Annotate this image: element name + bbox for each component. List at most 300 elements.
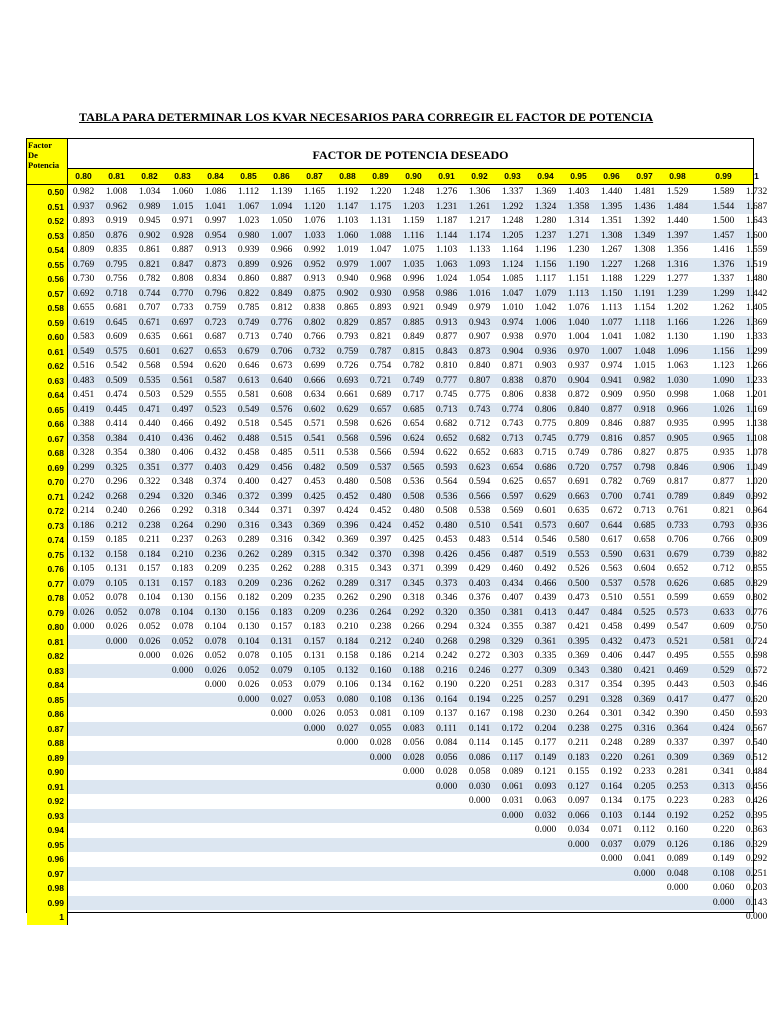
table-cell: 0.089 (666, 854, 689, 864)
table-cell: 0.184 (336, 636, 359, 647)
table-cell: 0.979 (468, 303, 491, 313)
table-cell: 0.052 (204, 651, 227, 661)
table-cell: 0.079 (303, 680, 326, 690)
table-cell: 0.893 (369, 303, 392, 313)
table-row (27, 301, 768, 316)
table-cell: 0.390 (666, 709, 689, 719)
table-cell: 0.264 (567, 709, 590, 719)
table-cell: 0.028 (369, 738, 392, 748)
table-cell: 0.315 (336, 564, 359, 574)
table-cell: 0.698 (745, 651, 768, 661)
table-cell: 0.566 (369, 448, 392, 458)
row-label: 0.53 (27, 229, 68, 244)
table-cell: 0.317 (369, 578, 392, 589)
table-cell: 0.776 (270, 317, 293, 328)
table-row (27, 490, 768, 505)
table-cell: 1.007 (369, 259, 392, 270)
page-title: TABLA PARA DETERMINAR LOS KVAR NECESARIOS PARA CORREGIR EL FACTOR DE POTENCIA (79, 110, 654, 124)
table-cell: 1.416 (712, 245, 735, 255)
table-cell: 0.031 (501, 796, 524, 806)
table-cell: 0.815 (402, 346, 425, 357)
table-cell: 0.581 (237, 390, 260, 400)
table-cell: 0.078 (237, 651, 260, 661)
table-cell: 0.712 (468, 419, 491, 429)
table-cell: 0.053 (303, 694, 326, 705)
table-cell: 1.405 (745, 303, 768, 313)
table-cell: 0.350 (468, 607, 491, 618)
table-cell: 0.109 (402, 709, 425, 719)
table-cell: 0.162 (402, 680, 425, 690)
table-cell: 0.718 (105, 288, 128, 299)
row-label: 0.88 (27, 736, 68, 751)
table-cell: 0.700 (600, 491, 623, 502)
table-row (27, 751, 768, 766)
table-cell: 0.872 (567, 390, 590, 400)
table-row (27, 780, 768, 795)
table-cell: 0.480 (435, 520, 458, 531)
row-label: 0.72 (27, 504, 68, 519)
table-cell: 0.157 (138, 564, 161, 574)
table-row (27, 867, 768, 882)
row-label: 0.57 (27, 287, 68, 302)
table-cell: 1.151 (567, 274, 590, 284)
table-cell: 0.511 (303, 448, 326, 458)
table-cell: 0.623 (468, 462, 491, 473)
table-cell: 0.604 (633, 564, 656, 574)
table-cell: 0.424 (336, 506, 359, 516)
table-row (27, 533, 768, 548)
table-cell: 0.847 (171, 259, 194, 270)
table-cell: 0.877 (712, 477, 735, 487)
table-row (27, 591, 768, 606)
table-cell: 0.056 (402, 738, 425, 748)
table-cell: 0.240 (402, 636, 425, 647)
table-cell: 0.685 (633, 520, 656, 531)
table-cell: 1.154 (633, 303, 656, 313)
table-cell: 0.376 (468, 593, 491, 603)
table-cell: 0.514 (501, 535, 524, 545)
table-cell: 1.063 (435, 259, 458, 270)
table-cell: 0.105 (72, 564, 95, 574)
table-cell: 0.971 (171, 216, 194, 226)
table-cell: 1.519 (745, 259, 768, 270)
table-cell: 0.497 (171, 404, 194, 415)
table-cell: 0.313 (712, 781, 735, 792)
table-cell: 0.970 (534, 332, 557, 342)
table-cell: 0.061 (501, 781, 524, 792)
table-cell: 0.974 (501, 317, 524, 328)
table-cell: 1.440 (666, 216, 689, 226)
table-cell: 0.283 (534, 680, 557, 690)
table-cell: 0.210 (336, 622, 359, 632)
table-cell: 0.268 (105, 491, 128, 502)
table-cell: 0.936 (534, 346, 557, 357)
row-label: 0.52 (27, 214, 68, 229)
table-cell: 0.744 (138, 288, 161, 299)
table-cell: 1.266 (745, 361, 768, 371)
table-cell: 0.730 (72, 274, 95, 284)
table-cell: 0.798 (633, 462, 656, 473)
table-cell: 0.156 (204, 593, 227, 603)
row-label: 0.93 (27, 809, 68, 824)
table-cell: 0.774 (501, 404, 524, 415)
row-label: 0.78 (27, 591, 68, 606)
table-cell: 0.838 (501, 375, 524, 386)
table-cell: 0.546 (534, 535, 557, 545)
table-cell: 0.216 (435, 665, 458, 676)
table-cell: 0.882 (745, 549, 768, 560)
table-row (27, 620, 768, 635)
table-cell: 0.291 (567, 694, 590, 705)
table-cell: 0.149 (534, 752, 557, 763)
table-cell: 0.427 (270, 477, 293, 487)
table-cell: 0.329 (501, 636, 524, 647)
table-cell: 0.078 (138, 607, 161, 618)
table-cell: 0.466 (534, 578, 557, 589)
table-cell: 0.598 (336, 419, 359, 429)
table-row (27, 330, 768, 345)
table-cell: 0.634 (303, 390, 326, 400)
table-cell: 0.252 (712, 810, 735, 821)
table-cell: 0.079 (72, 578, 95, 589)
table-cell: 0.183 (204, 578, 227, 589)
table-cell: 1.090 (712, 375, 735, 386)
table-cell: 0.157 (270, 622, 293, 632)
table-cell: 1.103 (336, 216, 359, 226)
table-cell: 1.019 (336, 245, 359, 255)
table-cell: 0.410 (138, 433, 161, 444)
table-cell: 0.509 (105, 375, 128, 386)
table-cell: 0.144 (633, 810, 656, 821)
table-cell: 0.937 (72, 201, 95, 212)
row-label: 0.74 (27, 533, 68, 548)
column-header: 0.83 (174, 171, 191, 181)
table-cell: 0.873 (204, 259, 227, 270)
table-cell: 0.369 (303, 520, 326, 531)
table-cell: 0.549 (72, 346, 95, 357)
table-cell: 0.343 (270, 520, 293, 531)
table-cell: 0.508 (435, 506, 458, 516)
row-label: 0.82 (27, 649, 68, 664)
table-cell: 0.654 (501, 462, 524, 473)
table-cell: 1.033 (303, 230, 326, 241)
table-cell: 0.000 (712, 897, 735, 908)
table-cell: 1.333 (745, 332, 768, 342)
table-cell: 0.342 (633, 709, 656, 719)
column-header-row (68, 169, 759, 185)
table-cell: 1.262 (712, 303, 735, 313)
table-cell: 1.175 (369, 201, 392, 212)
table-cell: 0.158 (105, 549, 128, 560)
table-cell: 1.481 (633, 187, 656, 197)
table-cell: 0.262 (303, 578, 326, 589)
table-cell: 0.689 (369, 390, 392, 400)
table-cell: 1.191 (633, 288, 656, 299)
table-cell: 0.194 (468, 694, 491, 705)
table-row (27, 736, 768, 751)
table-cell: 0.126 (666, 839, 689, 850)
row-label: 0.87 (27, 722, 68, 737)
table-cell: 0.335 (534, 651, 557, 661)
table-cell: 1.138 (745, 419, 768, 429)
table-cell: 0.177 (534, 738, 557, 748)
table-cell: 1.042 (534, 303, 557, 313)
table-cell: 0.175 (633, 796, 656, 806)
table-cell: 1.060 (336, 230, 359, 241)
table-cell: 0.713 (237, 332, 260, 342)
table-cell: 0.964 (745, 506, 768, 516)
table-cell: 0.626 (666, 578, 689, 589)
table-cell: 0.026 (138, 636, 161, 647)
table-cell: 0.289 (270, 549, 293, 560)
table-cell: 0.354 (600, 680, 623, 690)
table-row (27, 896, 768, 911)
table-row (27, 417, 768, 432)
table-cell: 0.766 (712, 535, 735, 545)
table-cell: 0.629 (336, 404, 359, 415)
table-cell: 0.902 (138, 230, 161, 241)
table-cell: 0.757 (600, 462, 623, 473)
table-cell: 1.202 (666, 303, 689, 313)
table-cell: 0.108 (369, 694, 392, 705)
table-cell: 0.268 (435, 636, 458, 647)
table-cell: 0.769 (633, 477, 656, 487)
table-cell: 0.699 (303, 361, 326, 371)
table-cell: 0.508 (369, 477, 392, 487)
table-cell: 0.429 (468, 564, 491, 574)
table-cell: 0.209 (237, 578, 260, 589)
table-cell: 0.861 (138, 245, 161, 255)
table-cell: 1.484 (666, 201, 689, 212)
table-cell: 0.635 (567, 506, 590, 516)
table-cell: 1.078 (745, 448, 768, 458)
table-cell: 0.371 (270, 506, 293, 516)
row-label: 0.55 (27, 258, 68, 273)
table-cell: 0.935 (712, 448, 735, 458)
table-cell: 0.480 (402, 506, 425, 516)
table-cell: 0.566 (468, 491, 491, 502)
table-cell: 0.456 (270, 462, 293, 473)
table-cell: 0.542 (105, 361, 128, 371)
table-cell: 0.518 (237, 419, 260, 429)
table-cell: 0.000 (534, 825, 557, 835)
table-cell: 0.541 (303, 433, 326, 444)
column-header: 0.89 (372, 171, 389, 181)
table-cell: 1.147 (336, 201, 359, 212)
table-header-title: FACTOR DE POTENCIA DESEADO (68, 139, 753, 169)
table-cell: 0.238 (138, 520, 161, 531)
table-cell: 1.306 (468, 187, 491, 197)
table-cell: 0.782 (600, 477, 623, 487)
table-cell: 0.337 (666, 738, 689, 748)
table-cell: 0.364 (666, 723, 689, 734)
table-cell: 0.679 (237, 346, 260, 357)
table-cell: 0.652 (435, 433, 458, 444)
table-cell: 0.374 (204, 477, 227, 487)
table-cell: 1.156 (712, 346, 735, 357)
table-cell: 1.190 (712, 332, 735, 342)
table-cell: 0.220 (468, 680, 491, 690)
table-cell: 0.652 (468, 448, 491, 458)
table-cell: 1.369 (534, 187, 557, 197)
table-cell: 0.795 (105, 259, 128, 270)
table-cell: 0.860 (237, 274, 260, 284)
table-cell: 1.016 (468, 288, 491, 299)
table-cell: 0.240 (105, 506, 128, 516)
table-cell: 0.458 (600, 622, 623, 632)
table-cell: 0.809 (72, 245, 95, 255)
table-cell: 0.066 (567, 810, 590, 821)
table-cell: 0.626 (369, 419, 392, 429)
table-cell: 0.887 (633, 419, 656, 429)
table-cell: 0.666 (303, 375, 326, 386)
table-cell: 0.424 (369, 520, 392, 531)
table-row (27, 794, 768, 809)
table-cell: 1.196 (534, 245, 557, 255)
table-cell: 0.137 (435, 709, 458, 719)
table-cell: 1.015 (633, 361, 656, 371)
table-cell: 0.127 (567, 781, 590, 792)
table-cell: 0.787 (369, 346, 392, 357)
table-cell: 0.157 (303, 636, 326, 647)
table-cell: 0.028 (402, 752, 425, 763)
table-cell: 0.108 (712, 868, 735, 879)
table-cell: 0.918 (633, 404, 656, 415)
table-cell: 0.309 (534, 665, 557, 676)
table-cell: 1.034 (138, 187, 161, 197)
table-cell: 0.032 (534, 810, 557, 821)
table-cell: 0.590 (600, 549, 623, 560)
table-cell: 0.130 (204, 607, 227, 618)
table-cell: 0.808 (171, 274, 194, 284)
table-cell: 0.294 (435, 622, 458, 632)
table-cell: 0.619 (72, 317, 95, 328)
table-cell: 0.026 (303, 709, 326, 719)
table-cell: 0.822 (237, 288, 260, 299)
table-cell: 0.262 (270, 564, 293, 574)
table-cell: 0.289 (633, 738, 656, 748)
table-cell: 0.315 (303, 549, 326, 560)
row-header-corner (27, 139, 68, 185)
table-cell: 0.646 (745, 680, 768, 690)
table-row (27, 881, 768, 896)
table-cell: 0.998 (666, 390, 689, 400)
table-cell: 0.697 (171, 317, 194, 328)
table-cell: 1.268 (633, 259, 656, 270)
table-cell: 0.899 (237, 259, 260, 270)
table-cell: 0.426 (745, 796, 768, 806)
column-header: 0.97 (636, 171, 653, 181)
table-cell: 0.821 (712, 506, 735, 516)
table-cell: 0.317 (567, 680, 590, 690)
table-cell: 0.248 (600, 738, 623, 748)
table-cell: 1.117 (534, 274, 557, 284)
table-cell: 1.166 (666, 317, 689, 328)
table-cell: 0.726 (336, 361, 359, 371)
table-cell: 0.236 (204, 549, 227, 560)
table-cell: 0.183 (270, 607, 293, 618)
table-cell: 0.745 (534, 433, 557, 444)
table-row (27, 838, 768, 853)
table-cell: 0.875 (666, 448, 689, 458)
row-label: 0.51 (27, 200, 68, 215)
table-cell: 0.535 (138, 375, 161, 386)
table-row (27, 432, 768, 447)
table-cell: 1.276 (435, 187, 458, 197)
column-header: 0.85 (240, 171, 257, 181)
table-cell: 0.974 (600, 361, 623, 371)
table-row (27, 722, 768, 737)
table-cell: 0.134 (369, 680, 392, 690)
table-cell: 0.027 (336, 723, 359, 734)
table-cell: 0.775 (468, 390, 491, 400)
table-cell: 0.743 (468, 404, 491, 415)
table-cell: 0.104 (204, 622, 227, 632)
table-cell: 0.989 (138, 201, 161, 212)
table-cell: 0.372 (237, 491, 260, 502)
table-cell: 0.904 (567, 375, 590, 386)
table-cell: 0.346 (204, 491, 227, 502)
table-cell: 0.143 (745, 897, 768, 908)
row-label: 0.97 (27, 867, 68, 882)
table-cell: 0.789 (666, 491, 689, 502)
table-cell: 0.251 (501, 680, 524, 690)
table-cell: 1.007 (600, 346, 623, 357)
table-cell: 0.706 (666, 535, 689, 545)
table-cell: 0.936 (745, 520, 768, 531)
table-cell: 1.559 (745, 245, 768, 255)
table-cell: 0.596 (369, 433, 392, 444)
table-cell: 0.657 (369, 404, 392, 415)
row-label: 0.99 (27, 896, 68, 911)
table-cell: 0.406 (600, 651, 623, 661)
table-cell: 0.156 (237, 607, 260, 618)
table-cell: 0.052 (72, 593, 95, 603)
table-cell: 0.720 (567, 462, 590, 473)
table-cell: 0.131 (138, 578, 161, 589)
table-cell: 0.316 (270, 535, 293, 545)
table-cell: 0.553 (567, 549, 590, 560)
table-cell: 0.164 (600, 781, 623, 792)
table-cell: 0.466 (171, 419, 194, 429)
table-cell: 0.000 (468, 796, 491, 806)
table-cell: 0.447 (633, 651, 656, 661)
table-cell: 1.008 (105, 187, 128, 197)
table-cell: 0.484 (745, 767, 768, 777)
table-cell: 0.159 (72, 535, 95, 545)
table-cell: 0.593 (745, 709, 768, 719)
table-cell: 0.104 (138, 593, 161, 603)
table-cell: 0.526 (567, 564, 590, 574)
table-cell: 0.242 (435, 651, 458, 661)
table-cell: 0.779 (567, 433, 590, 444)
table-cell: 1.442 (745, 288, 768, 299)
table-cell: 1.500 (712, 216, 735, 226)
table-cell: 1.041 (204, 201, 227, 212)
table-cell: 0.793 (712, 520, 735, 531)
table-cell: 0.086 (468, 752, 491, 763)
table-cell: 0.835 (105, 245, 128, 255)
table-cell: 1.192 (336, 187, 359, 197)
table-cell: 1.085 (501, 274, 524, 284)
table-cell: 1.004 (567, 332, 590, 342)
table-cell: 0.509 (336, 462, 359, 473)
table-cell: 0.928 (171, 230, 194, 241)
table-cell: 0.693 (336, 375, 359, 386)
table-cell: 0.565 (402, 462, 425, 473)
table-cell: 0.683 (501, 448, 524, 458)
row-label: 0.66 (27, 417, 68, 432)
